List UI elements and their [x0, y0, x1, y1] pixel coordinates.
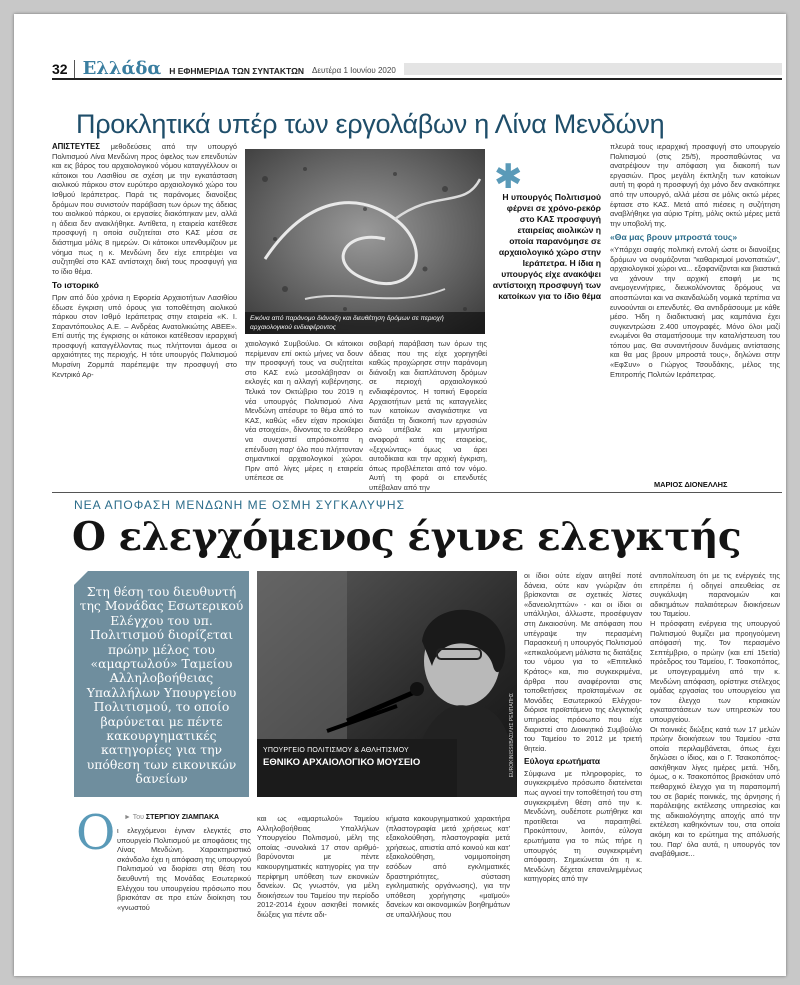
article1-col1-p1: μεθοδεύσεις από την υπουργό Πολιτισμού Λίνα Μενδώνη προς όφελος των επενδυτών και εις βάρος του αρχαιολογικού νόμου καταγγέλλουν οι κάτοικοι του Λασιθίου σε σχέση με την εγκατάσταση αιολικού πάρκου στον ευρύτερο αρχαιολογικό χώρο του Ισθμού Ιεράπετρας. Παρά τις παράνομες διανοίξεις δρόμων που συνιστούν παράβαση των όρων της άδειας του αιολικού πάρκου, οι εργασίες διακόπηκαν μεν, αλλά η άδεια δεν ανακλήθηκε. Αντίθετα, η εταιρεία κατέθεσε προσφυγή η οποία συζητείται στο ΚΑΣ μέσα σε διάστημα μόλις 8 ημερών. Οι κάτοικοι υπενθυμίζουν με νόημα πως η κ. Μενδώνη δεν είχε επιτρέψει να συζητηθεί στο ΚΑΣ αντίστοιχη δική τους προσφυγή για το ίδιο θέμα.	[52, 142, 237, 276]
page-number: 32	[52, 60, 75, 78]
aerial-hills-image	[245, 149, 485, 334]
byline-prefix: ► Του	[124, 814, 146, 821]
article1-subhead-history: Το ιστορικό	[52, 280, 99, 291]
article2-summary-text: Στη θέση του διευθυντή της Μονάδας Εσωτερικού Ελέγχου του υπ. Πολιτισμού διορίζεται πρώην μέλος του «αμαρτωλού» Ταμείου Αλληλοβοήθειας Υπαλλήλων Υπουργείου Πολιτισμού, το οποίο βαρύνεται με πέντε κακουργηματικές κατηγορίες για την υπόθεση των εικονικών δανείων	[79, 584, 244, 787]
article1-author: ΜΑΡΙΟΣ ΔΙΟΝΕΛΛΗΣ	[654, 480, 728, 489]
article2-subhead: Εύλογα ερωτήματα	[524, 756, 601, 767]
drop-cap: Ο	[76, 805, 116, 861]
article-divider	[52, 492, 782, 493]
photo-credit: EUROKINISSI/ΒΑΣΙΛΗΣ ΡΕΜΠΑΠΗΣ	[509, 692, 515, 777]
newspaper-name: Η ΕΦΗΜΕΡΙΔΑ ΤΩΝ ΣΥΝΤΑΚΤΩΝ	[169, 66, 305, 76]
article2-kicker: ΝΕΑ ΑΠΟΦΑΣΗ ΜΕΝΔΩΝΗ ΜΕ ΟΣΜΗ ΣΥΓΚΑΛΥΨΗΣ	[74, 498, 406, 512]
box-corner	[74, 571, 88, 585]
article2-column-5: αντιπολίτευση ότι με τις ενέργειές της επιτρέπει ή οδηγεί απευθείας σε συγκάλυψη παρανομιών και αδικημάτων παλαιότερων διοικήσεων του Ταμείου. Η πρόσφατη ενέργεια της υπουργού Πολιτισμού θυμίζει μια προηγούμενη απόφασή της. Τον περασμένο Σεπτέμβριο, ο πρώην (και επί 15ετία) πρόεδρος του Ταμείου, Γ. Τσακοπόπος, με υπογεγραμμένη από την κ. Μενδώνη απόφαση, ορίστηκε στέλεχος ομάδας εργασίας του υπουργείου για τον έλεγχο των κτιριακών εγκαταστάσεων των υπηρεσιών του υπουργείου. Οι ποινικές διώξεις κατά των 17 μελών πρώην διοικήσεων του Ταμείου -στα οποία περιλαμβάνεται, όπως έχει δηλώσει ο ίδιος, και ο Γ. Τσακοπόπος- ασκήθηκαν λίγες ημέρες μετά. Ήδη, όμως, ο κ. Τσακοπόπος βρισκόταν υπό πειθαρχικό έλεγχο για τη παραπομπή του σε βαριές ποινικές, της άρνησης ή παράλειψης εκτέλεσης υπηρεσίας και της αδικαιολόγητης αποχής από την εκτέλεση καθηκόντων του, στα οποία ακόμη και το ερώτημα της απόλυσής του. Παρ' όλα αυτά, η υπουργός τον αναβάθμισε...	[650, 571, 780, 859]
article1-pullquote: Η υπουργός Πολιτισμού φέρνει σε χρόνο-ρεκόρ στο ΚΑΣ προσφυγή εταιρείας αιολικών η οποία παρανόμησε σε αρχαιολογικό χώρο στην Ιεράπετρα. Η ίδια η υπουργός είχε ανακόψει αντίστοιχη προσφυγή των κατοίκων για το ίδιο θέμα	[492, 192, 601, 301]
article2-column-4	[524, 571, 642, 969]
page-header	[52, 58, 782, 80]
article1-photo	[245, 149, 485, 334]
asterisk-icon: ✱	[494, 157, 523, 197]
article1-subhead-quote: «Θα μας βρουν μπροστά τους»	[610, 232, 738, 243]
article1-col4-p2: «Υπάρχει σαφής πολιτική εντολή ώστε οι διανοίξεις δρόμων να ονομάζονται "καθαρισμοί μονοπατιών", αρχαιολογικοί χώροι να... εξαφανίζονται και βιαστικά να χάνουν την αρχική επαφή με τις ανεμογεννήτριες, διευκολύνοντας δρόμους να αποσπώνται και να σκανδαλώδη νομικά τερτίπια να ευνοούνται οι επενδυτές. Θα αντιδράσουμε με κάθε μέσο. Ήδη η διαδικτυακή μας καμπάνια έχει συγκεντρώσει 2.400 υπογραφές. Μόνο όλοι μαζί ενωμένοι θα σταματήσουμε την καταλήστευση του τόπου μας. Θα συναντήσουν δυνάμεις αντίστασης και θα μας βρουν μπροστά τους», δηλώνει στην «ΕφΣυν» ο Γιώργος Τσουδάκης, μέλος της Επιτροπής Πολιτών Ιεράπετρας.	[610, 244, 780, 379]
newspaper-page	[14, 14, 786, 976]
article2-summary-box	[74, 571, 249, 797]
museum-sign-line2: ΕΘΝΙΚΟ ΑΡΧΑΙΟΛΟΓΙΚΟ ΜΟΥΣΕΙΟ	[263, 757, 421, 768]
article1-lead-word: ΑΠΙΣΤΕΥΤΕΣ	[52, 142, 100, 151]
article1-column-2: χαιολογικό Συμβούλιο. Οι κάτοικοι περίμεναν επί οκτώ μήνες να δουν την προσφυγή τους να συζητείται στο ΚΑΣ ενώ μεσολάβησαν οι εκλογές και η αλλαγή κυβέρνησης. Τελικά τον Οκτώβριο του 2019 η νέα υπουργός Πολιτισμού Λίνα Μενδώνη απέσυρε το θέμα από το ΚΑΣ, καθώς «δεν είχαν προκύψει νέα στοιχεία», δίνοντας το ελεύθερο να συνεχιστεί απρόσκοπτα η επένδυση παρ' όλο που πλήττονταν σημαντικοί αρχαιολογικοί χώροι. Πριν από λίγες μέρες η εταιρεία υπέπεσε σε	[245, 339, 363, 483]
article2-lead-column: ι ελεγχόμενοι έγιναν ελεγκτές στο υπουργείο Πολιτισμού με αποφάσεις της Λίνας Μενδώνη. Χαρακτηριστικό σκάνδαλο έχει η απόφαση της υπουργού Πολιτισμού να διορίσει στη θέση του διευθυντή της Μονάδας Εσωτερικού Ελέγχου του υπουργείου πρόσωπο που βρισκόταν σε προ ετών διοίκηση του «γνωστού	[117, 826, 251, 912]
article2-column-3: κήματα κακουργηματικού χαρακτήρα (πλαστογραφία μετά χρήσεως κατ' εξακολούθηση, πλαστογραφία μετά χρήσεως, απιστία από κοινού και κατ' εξακολούθηση, νομιμοποίηση εσόδων από εγκληματικές δραστηριότητες, σύσταση εγκληματικής οργάνωσης), για την υπόθεση χορήγησης «μαϊμού» δανείων και οικονομικών βοηθημάτων σε υπαλλήλους που	[386, 814, 510, 919]
section-title: Ελλάδα	[82, 58, 162, 79]
article1-col1-p2: Πριν από δύο χρόνια η Εφορεία Αρχαιοτήτων Λασιθίου έδωσε έγκριση υπό όρους για τοποθέτηση αιολικού πάρκου στον Ισθμό Ιεράπετρας στην εταιρεία «Κ. Ι. Σαραντόπουλος Α.Ε. – Ανδρέας Ανατολικιώτης ΑΒΕΕ». Επί αυτής της έγκρισης οι κάτοικοι κατέθεσαν ιεραρχική προσφυγή καταγγέλλοντας πως πλήττονται άμεσα οι αρχαιότητες της περιοχής. Η τότε υπουργός Πολιτισμού Μυρσίνη Ζορμπά παρέπεμψε την προσφυγή στο Κεντρικό Αρ-	[52, 292, 237, 379]
article1-photo-caption: Εικόνα από παράνομο διάνοιξη και διευθέτηση δρόμων σε περιοχή αρχαιολογικού ενδιαφέροντος	[245, 312, 485, 334]
museum-sign	[263, 747, 453, 768]
issue-date: Δευτέρα 1 Ιουνίου 2020	[312, 66, 396, 75]
article1-column-4	[610, 142, 780, 477]
article1-col4-p1: πλευρά τους ιεραρχική προσφυγή στο υπουργείο Πολιτισμού (στις 25/5), προσπαθώντας να ανατρέψουν την απόφαση για διακοπή των εργασιών. Προς μεγάλη έκπληξη των κατοίκων αυτή τη φορά η προσφυγή όχι μόνο δεν ανακόπηκε από την υπουργό, αλλά μέσα σε μόλις οκτώ μέρες έφτασε στο ΚΑΣ. Μετά από πιέσεις η συζήτηση αναβλήθηκε για αύριο Τρίτη, μόλις οκτώ μέρες μετά την υποβολή της.	[610, 142, 780, 228]
article2-col4-p2: Σύμφωνα με πληροφορίες, το συγκεκριμένο πρόσωπο διατείνεται πως αγνοεί την τοποθέτησή του στη συγκεκριμένη θέση από την κ. Μενδώνη, ουδέποτε ρωτήθηκε και προτίθεται να παραιτηθεί. Προκύπτουν, λοιπόν, εύλογα ερωτήματα για το πώς πήρε η υπουργός τη συγκεκριμένη απόφαση. Σημειώνεται ότι η κ. Μενδώνη δέχεται επανειλημμένως κατηγορίες από την	[524, 768, 642, 884]
header-rule	[404, 63, 782, 75]
byline-author: ΣΤΕΡΓΙΟΥ ΖΙΑΜΠΑΚΑ	[145, 814, 220, 821]
article1-headline: Προκλητικά υπέρ των εργολάβων η Λίνα Μενδώνη	[76, 109, 665, 139]
museum-sign-line1: ΥΠΟΥΡΓΕΙΟ ΠΟΛΙΤΙΣΜΟΥ & ΑΘΛΗΤΙΣΜΟΥ	[263, 747, 409, 754]
article2-byline	[124, 814, 219, 821]
article2-photo	[257, 571, 517, 797]
article1-column-1	[52, 142, 237, 487]
article1-column-3: σοβαρή παράβαση των όρων της άδειας που της είχε χορηγηθεί καθώς προχώρησε στην παράνομη διάνοιξη και διαπλάτυνση δρόμων σε περιοχή αρχαιολογικού ενδιαφέροντος. Η τοπική Εφορεία Αρχαιοτήτων μετά τις καταγγελίες των κατοίκων αναγκάστηκε να διατάξει τη διακοπή των εργασιών ενώ υπέβαλε και μηνυτήρια αναφορά κατά της εταιρείας, «ξεχνώντας» όμως να άρει αυτοδίκαια και την αρχική έγκριση, όπως προβλέπεται από τον νόμο. Αυτή τη φορά οι επενδυτές υπέβαλαν από την	[369, 339, 487, 492]
article2-column-2: και ως «αμαρτωλού» Ταμείου Αλληλοβοήθειας Υπαλλήλων Υπουργείου Πολιτισμού, μέλη της οποίας -συνολικά 17 στον αριθμό- βαρύνονται με πέντε κακουργηματικές κατηγορίες για την περίφημη υπόθεση των εικονικών δανείων. Ως γνωστόν, για μέλη διοικήσεων του Ταμείου την περίοδο 2012-2014 έχουν ασκηθεί ποινικές διώξεις για πέντε αδι-	[257, 814, 379, 919]
article2-col4-p1: οι ίδιοι ούτε είχαν αιτηθεί ποτέ δάνεια, ούτε καν γνώριζαν ότι βρίσκονται σε σχετικές λίστες «δανειοληπτών» - και οι ίδιοι οι υπάλληλοι, άλλωστε, προσέφυγαν στη Δικαιοσύνη. Με απόφαση που υπέγραψε την περασμένη Παρασκευή η υπουργός Πολιτισμού «επικαλούμενη μάλιστα τις διατάξεις του νόμου για το «Επιτελικό Κράτος» και, πιο συγκεκριμένα, άρθρα που αναφέρονται στις τοποθετήσεις προϊσταμένων σε Μονάδες Εσωτερικού Ελέγχου- διόρισε προϊστάμενο της ελεγκτικής υπηρεσίας πρόσωπο που είχε διαριστεί στο Διοικητικό Συμβούλιο του Ταμείου το 2012 με τριετή θητεία.	[524, 571, 642, 753]
article2-headline: Ο ελεγχόμενος έγινε ελεγκτής	[72, 514, 742, 560]
